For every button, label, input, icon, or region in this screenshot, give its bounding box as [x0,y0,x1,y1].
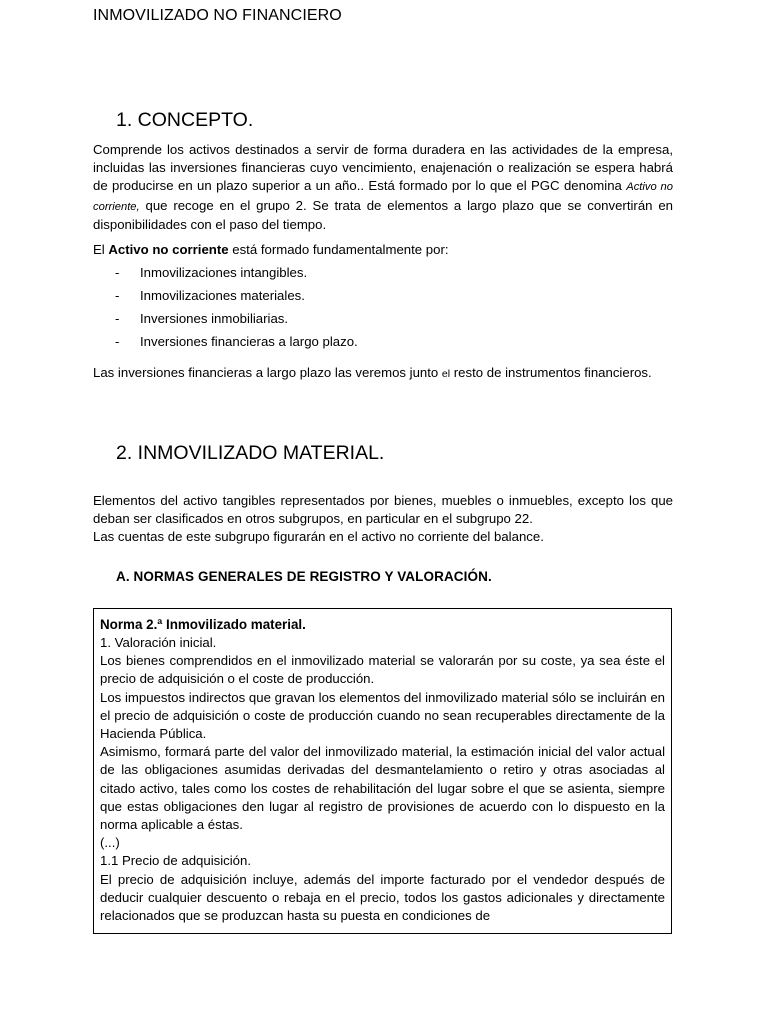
list-intro-prefix: El [93,242,109,257]
concepto-intro-text-1: Comprende los activos destinados a servir de forma duradera en las actividades de la empresa, incluidas las inversiones financieras cuyo vencimiento, enajenación o realización se espera habrá de producirse en un plazo superior a un año.. Está formado por lo que el PGC denomina [93,142,673,194]
section-title-material: 2. INMOVILIZADO MATERIAL. [116,442,385,464]
bullet-text: Inmovilizaciones materiales. [140,288,305,303]
activo-list-intro [93,241,673,259]
norma-paragraph: Asimismo, formará parte del valor del inmovilizado material, la estimación inicial del valor actual de las obligaciones asumidas derivadas del desmantelamiento o retiro y otras asociadas al citado activo, tales como los costes de rehabilitación del lugar sobre el que se asienta, siempre que estas obligaciones den lugar al registro de provisiones de acuerdo con lo dispuesto en la norma aplicable a éstas. [100,744,665,833]
subsection-title-normas: A. NORMAS GENERALES DE REGISTRO Y VALORACIÓN. [116,569,492,584]
bullet-text: Inversiones financieras a largo plazo. [140,334,358,349]
concepto-closing-paragraph [93,364,673,383]
bullet-dash: - [115,265,120,280]
page-header-title: INMOVILIZADO NO FINANCIERO [93,7,342,24]
concepto-intro-italic: Activo no corriente, [93,181,673,213]
closing-small-word: el [441,368,451,380]
list-item [93,309,673,332]
list-item [93,286,673,309]
concepto-intro-text-2: que recoge en el grupo 2. Se trata de elementos a largo plazo que se convertirán en disponibilidades con el paso del tiempo. [93,197,673,232]
list-intro-suffix: está formado fundamentalmente por: [228,242,449,257]
norma-paragraph: El precio de adquisición incluye, además del importe facturado por el vendedor después de deducir cualquier descuento o rebaja en el precio, todos los gastos adicionales y directamente relacionados que se produzcan hasta su puesta en condiciones de [100,871,665,924]
section-title-concepto: 1. CONCEPTO. [116,109,254,131]
bullet-dash: - [115,311,120,326]
norma-paragraph: Los impuestos indirectos que gravan los elementos del inmovilizado material sólo se incluirán en el precio de adquisición o coste de producción cuando no sean recuperables directamente de la Hacienda Pública. [100,689,665,742]
activo-bullet-list [93,263,673,355]
norma-paragraph: 1.1 Precio de adquisición. [100,853,252,869]
list-intro-bold: Activo no corriente [108,242,229,257]
material-description-line-2: Las cuentas de este subgrupo figurarán en el activo no corriente del balance. [93,529,544,545]
list-item [93,332,673,355]
norma-title: Norma 2.ª Inmovilizado material. [100,617,306,632]
concepto-intro-paragraph [93,141,673,234]
bullet-dash: - [115,334,120,349]
norma-paragraph: Los bienes comprendidos en el inmovilizado material se valorarán por su coste, ya sea éste el precio de adquisición o el coste de producción. [100,653,665,687]
closing-text-2: resto de instrumentos financieros. [450,365,652,380]
norma-paragraph: (...) [100,835,120,851]
bullet-text: Inmovilizaciones intangibles. [140,265,308,280]
material-description-paragraph [93,492,673,547]
bullet-text: Inversiones inmobiliarias. [140,311,289,326]
bullet-dash: - [115,288,120,303]
closing-text-1: Las inversiones financieras a largo plazo las veremos junto [93,365,442,380]
material-description-line-1: Elementos del activo tangibles representados por bienes, muebles o inmuebles, excepto los que deban ser clasificados en otros subgrupos, en particular en el subgrupo 22. [93,493,673,527]
norma-quote-box [93,608,672,934]
norma-paragraph: 1. Valoración inicial. [100,635,217,650]
list-item [93,263,673,286]
